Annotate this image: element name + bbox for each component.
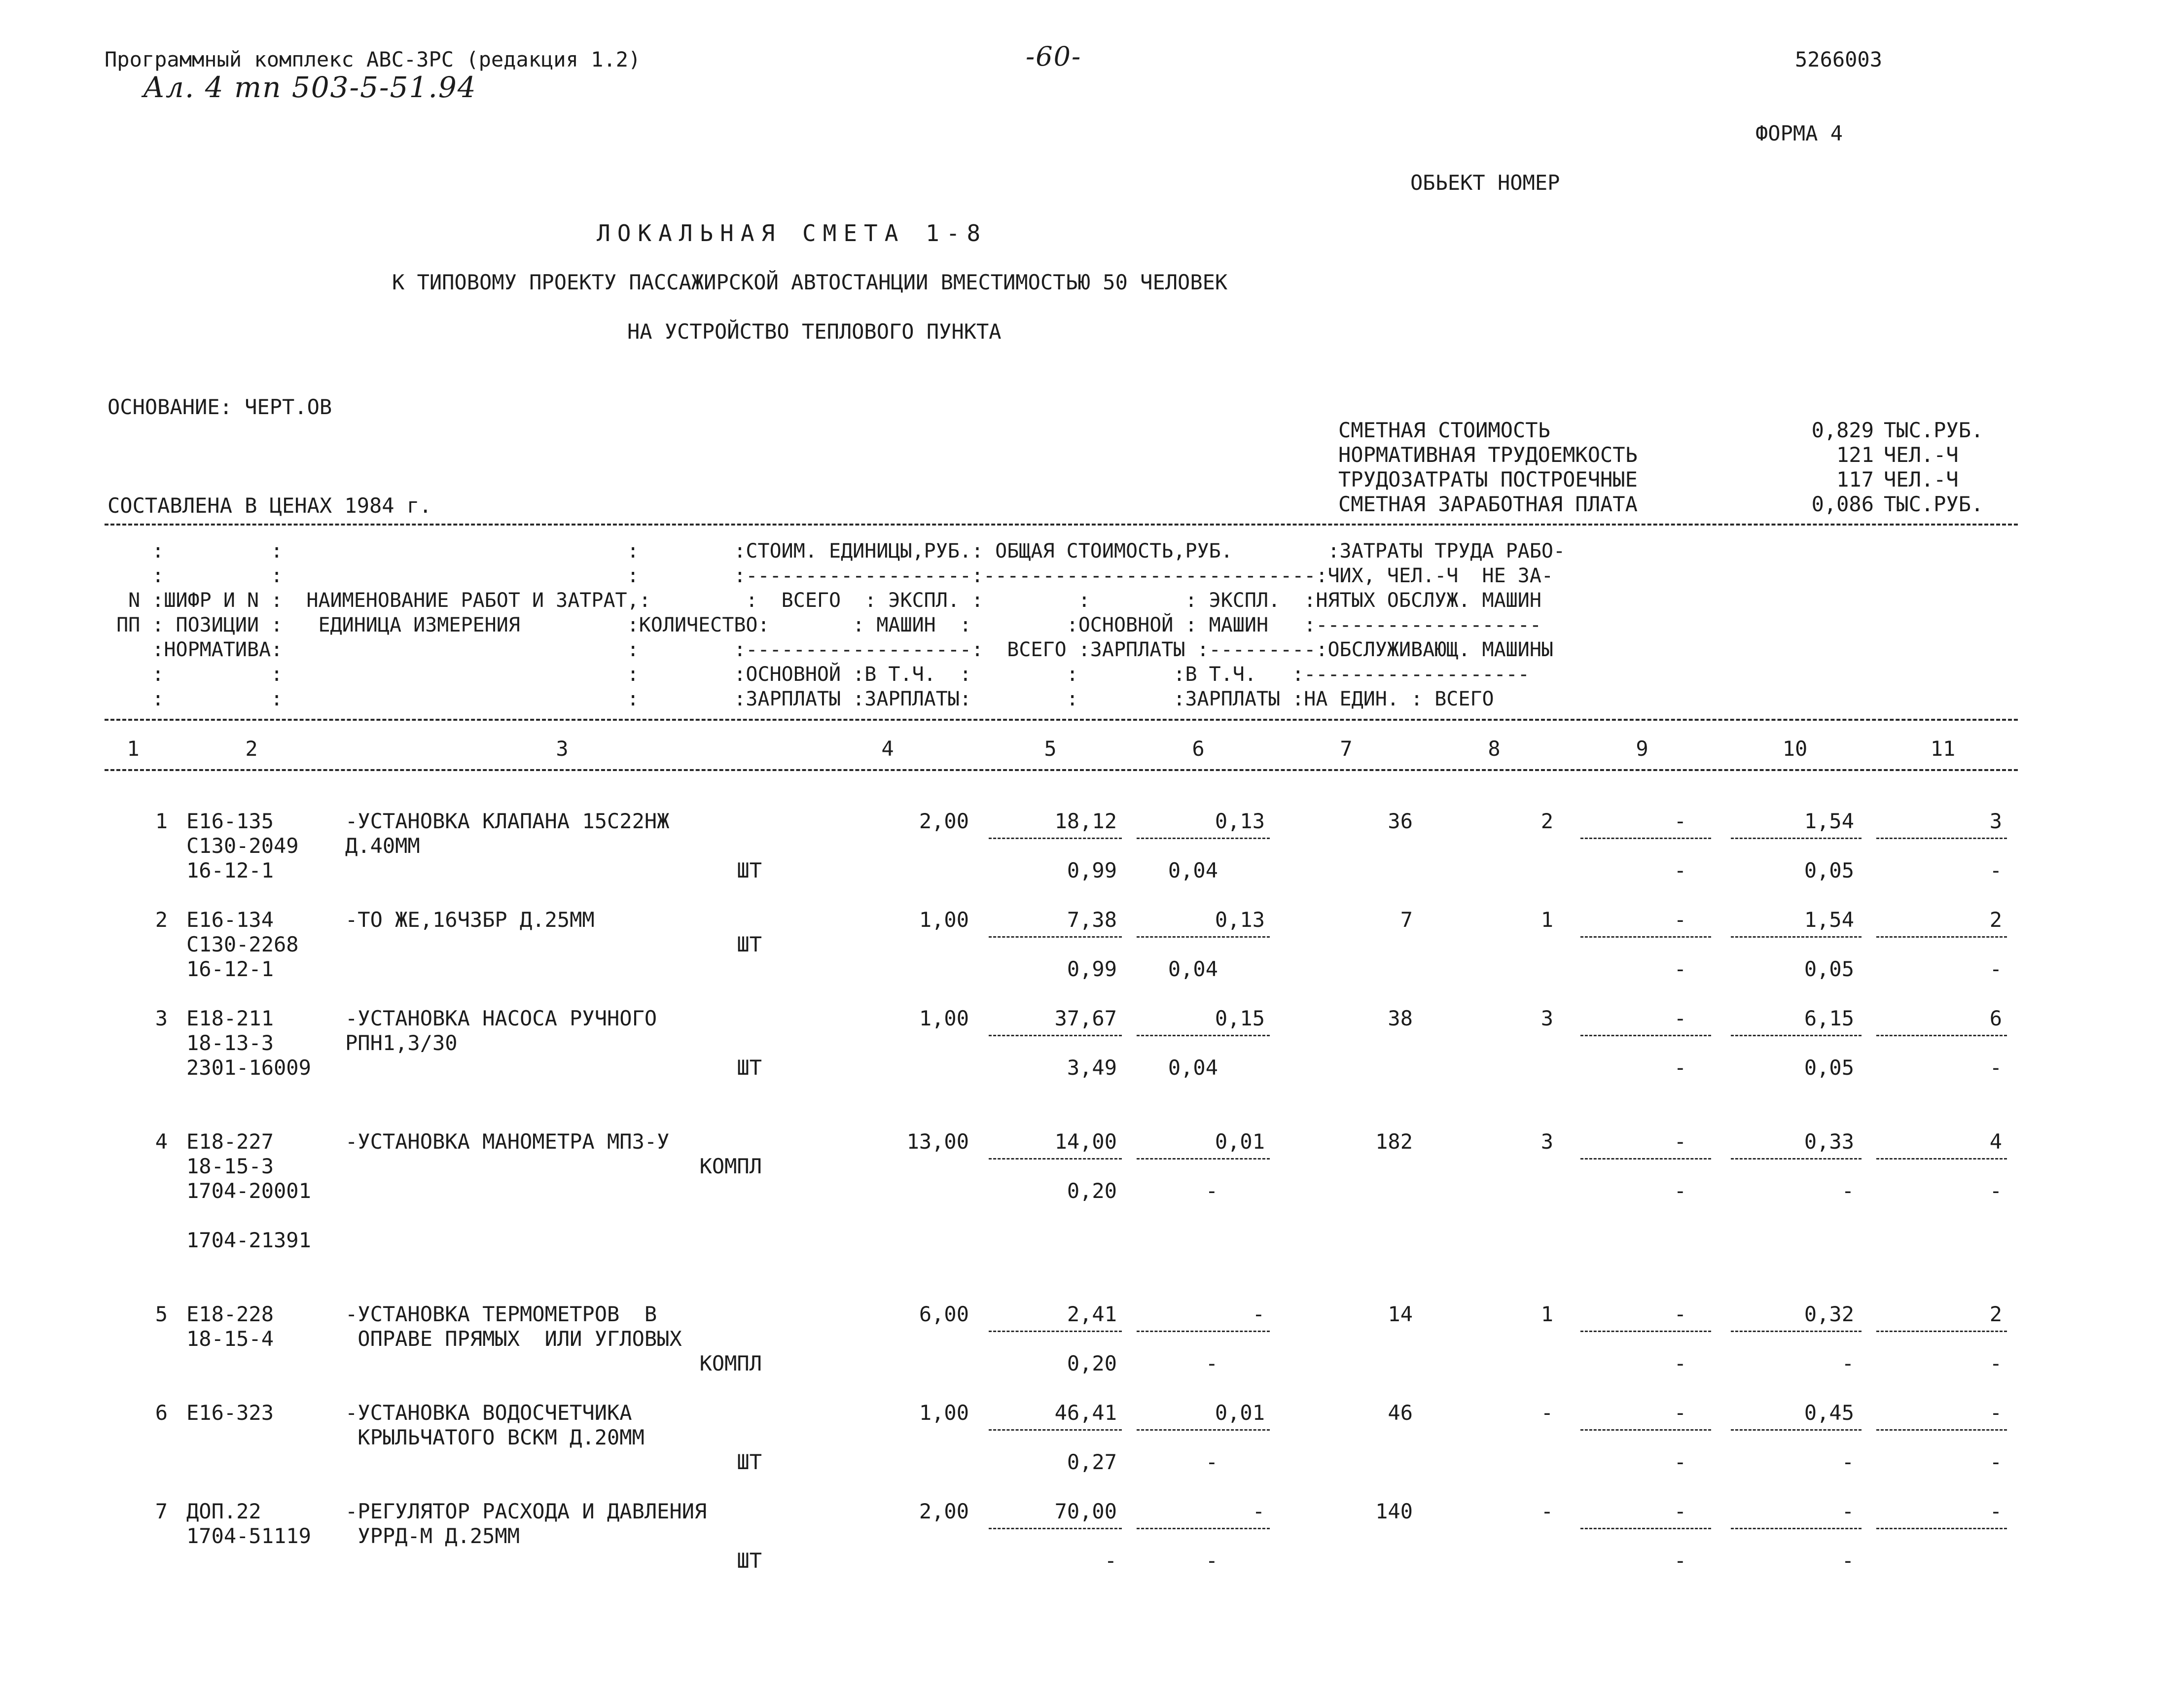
total-machine: - — [1674, 1129, 1686, 1154]
work-name: -ТО ЖЕ,16Ч3БР Д.25ММ — [345, 908, 595, 932]
column-number: 3 — [556, 737, 569, 761]
cell-separator — [1137, 936, 1270, 938]
total-machine: - — [1674, 908, 1686, 932]
cell-separator — [1137, 1429, 1270, 1431]
cell-separator — [1580, 838, 1711, 839]
page-number: -60- — [1026, 41, 1082, 72]
labor-total: - — [1989, 1401, 2002, 1425]
cell-separator — [1580, 1035, 1711, 1036]
column-number: 4 — [881, 737, 894, 761]
total-machine-wage: - — [1674, 1056, 1686, 1080]
quantity: 6,00 — [919, 1302, 969, 1326]
summary-value: 0,086 — [1811, 492, 1874, 516]
summary-label: СМЕТНАЯ ЗАРАБОТНАЯ ПЛАТА — [1338, 492, 1638, 516]
cell-separator — [1876, 1331, 2007, 1332]
unit-cost-total: 14,00 — [1054, 1129, 1117, 1154]
norm-code: 1704-21391 — [186, 1228, 311, 1252]
summary-value: 117 — [1836, 467, 1874, 492]
row-number: 1 — [155, 809, 168, 833]
norm-code: 18-13-3 — [186, 1031, 274, 1055]
unit-cost-total: 7,38 — [1067, 908, 1117, 932]
total-machine-wage: - — [1674, 1450, 1686, 1474]
object-number-label: ОБЬЕКТ НОМЕР — [1410, 171, 1560, 195]
norm-code: 1704-51119 — [186, 1524, 311, 1548]
summary-label: ТРУДОЗАТРАТЫ ПОСТРОЕЧНЫЕ — [1338, 467, 1638, 492]
column-number: 6 — [1192, 737, 1205, 761]
measure-unit: ШТ — [737, 1056, 762, 1080]
labor-service-per-unit: 0,05 — [1804, 957, 1854, 981]
unit-cost-wage: 0,20 — [1067, 1179, 1117, 1203]
unit-machine-wage: - — [1205, 1351, 1218, 1375]
table-top-rule — [105, 524, 2018, 526]
cell-separator — [1731, 1331, 1862, 1332]
unit-cost-wage: 3,49 — [1067, 1056, 1117, 1080]
work-name: Д.40ММ — [345, 834, 420, 858]
norm-code: 2301-16009 — [186, 1056, 311, 1080]
unit-machine-wage: - — [1205, 1450, 1218, 1474]
work-name: -УСТАНОВКА ТЕРМОМЕТРОВ В — [345, 1302, 657, 1326]
total-cost: 38 — [1388, 1006, 1413, 1030]
unit-cost-total: 70,00 — [1054, 1499, 1117, 1523]
summary-value: 121 — [1836, 443, 1874, 467]
row-number: 3 — [155, 1006, 168, 1030]
norm-code: ДОП.22 — [186, 1499, 261, 1523]
total-wage: 3 — [1540, 1006, 1553, 1030]
total-machine-wage: - — [1674, 1548, 1686, 1573]
summary-value: 0,829 — [1811, 418, 1874, 442]
unit-cost-wage: 0,27 — [1067, 1450, 1117, 1474]
row-number: 5 — [155, 1302, 168, 1326]
labor-per-unit: 1,54 — [1804, 908, 1854, 932]
total-wage: - — [1540, 1499, 1553, 1523]
table-header-line: : : : :ОСНОВНОЙ :В Т.Ч. : : :В Т.Ч. :------------------- — [105, 663, 1530, 686]
norm-code: Е16-323 — [186, 1401, 274, 1425]
quantity: 1,00 — [919, 1006, 969, 1030]
unit-cost-machine: 0,01 — [1215, 1129, 1265, 1154]
labor-per-unit: 0,33 — [1804, 1129, 1854, 1154]
unit-cost-machine: 0,13 — [1215, 809, 1265, 833]
work-name: УРРД-М Д.25ММ — [345, 1524, 520, 1548]
summary-unit: ЧЕЛ.-Ч — [1884, 443, 1959, 467]
measure-unit: ШТ — [737, 932, 762, 956]
labor-total: 4 — [1989, 1129, 2002, 1154]
quantity: 2,00 — [919, 1499, 969, 1523]
column-number: 9 — [1636, 737, 1648, 761]
total-wage: - — [1540, 1401, 1553, 1425]
norm-code: С130-2049 — [186, 834, 299, 858]
cell-separator — [1580, 936, 1711, 938]
prices-text: СОСТАВЛЕНА В ЦЕНАХ 1984 г. — [107, 493, 432, 518]
cell-separator — [1876, 1035, 2007, 1036]
labor-total: 2 — [1989, 908, 2002, 932]
labor-service-total: - — [1989, 1450, 2002, 1474]
unit-machine-wage: 0,04 — [1168, 1056, 1218, 1080]
norm-code: Е16-135 — [186, 809, 274, 833]
total-machine: - — [1674, 1302, 1686, 1326]
measure-unit: ШТ — [737, 1548, 762, 1573]
total-cost: 7 — [1400, 908, 1413, 932]
basis-text: ОСНОВАНИЕ: ЧЕРТ.ОВ — [107, 395, 332, 419]
labor-service-per-unit: - — [1841, 1450, 1854, 1474]
labor-service-total: - — [1989, 1179, 2002, 1203]
work-name: -УСТАНОВКА КЛАПАНА 15С22НЖ — [345, 809, 670, 833]
row-number: 6 — [155, 1401, 168, 1425]
norm-code: 18-15-3 — [186, 1154, 274, 1178]
labor-service-per-unit: - — [1841, 1351, 1854, 1375]
norm-code: 16-12-1 — [186, 957, 274, 981]
labor-service-total: - — [1989, 957, 2002, 981]
header-rule — [105, 719, 2018, 721]
cell-separator — [1731, 1035, 1862, 1036]
labor-service-per-unit: - — [1841, 1179, 1854, 1203]
estimate-title: ЛОКАЛЬНАЯ СМЕТА 1-8 — [597, 220, 988, 246]
norm-code: 18-15-4 — [186, 1327, 274, 1351]
total-machine-wage: - — [1674, 858, 1686, 882]
unit-machine-wage: 0,04 — [1168, 957, 1218, 981]
cell-separator — [1137, 1331, 1270, 1332]
cell-separator — [1731, 1429, 1862, 1431]
total-cost: 140 — [1375, 1499, 1413, 1523]
project-title: К ТИПОВОМУ ПРОЕКТУ ПАССАЖИРСКОЙ АВТОСТАНЦИИ ВМЕСТИМОСТЬЮ 50 ЧЕЛОВЕК — [392, 270, 1228, 294]
work-name: -УСТАНОВКА ВОДОСЧЕТЧИКА — [345, 1401, 632, 1425]
labor-per-unit: - — [1841, 1499, 1854, 1523]
norm-code: 1704-20001 — [186, 1179, 311, 1203]
measure-unit: КОМПЛ — [699, 1351, 762, 1375]
row-number: 4 — [155, 1129, 168, 1154]
body-rule — [105, 769, 2018, 771]
unit-cost-wage: - — [1104, 1548, 1117, 1573]
norm-code: С130-2268 — [186, 932, 299, 956]
total-machine: - — [1674, 1401, 1686, 1425]
labor-service-total: - — [1989, 858, 2002, 882]
cell-separator — [1876, 838, 2007, 839]
labor-total: 3 — [1989, 809, 2002, 833]
cell-separator — [1580, 1528, 1711, 1529]
total-machine-wage: - — [1674, 1351, 1686, 1375]
cell-separator — [1876, 1429, 2007, 1431]
column-number: 7 — [1340, 737, 1353, 761]
total-machine: - — [1674, 809, 1686, 833]
unit-cost-machine: 0,15 — [1215, 1006, 1265, 1030]
unit-cost-machine: - — [1252, 1302, 1265, 1326]
table-header-line: : : : :СТОИМ. ЕДИНИЦЫ,РУБ.: ОБЩАЯ СТОИМОСТЬ,РУБ. :ЗАТРАТЫ ТРУДА РАБО- — [105, 540, 1566, 563]
labor-total: - — [1989, 1499, 2002, 1523]
document-code: 5266003 — [1795, 47, 1883, 71]
labor-total: 6 — [1989, 1006, 2002, 1030]
quantity: 13,00 — [906, 1129, 969, 1154]
unit-cost-machine: 0,13 — [1215, 908, 1265, 932]
measure-unit: ШТ — [737, 858, 762, 882]
unit-cost-total: 46,41 — [1054, 1401, 1117, 1425]
work-name: РПН1,3/30 — [345, 1031, 458, 1055]
column-number: 11 — [1930, 737, 1956, 761]
cell-separator — [1580, 1429, 1711, 1431]
program-name: Программный комплекс АВС-ЗРС (редакция 1.2) — [105, 47, 641, 71]
cell-separator — [1876, 936, 2007, 938]
cell-separator — [1731, 1528, 1862, 1529]
total-machine: - — [1674, 1499, 1686, 1523]
cell-separator — [989, 838, 1122, 839]
unit-cost-wage: 0,99 — [1067, 858, 1117, 882]
cell-separator — [1137, 1528, 1270, 1529]
unit-cost-total: 37,67 — [1054, 1006, 1117, 1030]
labor-service-total: - — [1989, 1351, 2002, 1375]
work-name: -РЕГУЛЯТОР РАСХОДА И ДАВЛЕНИЯ — [345, 1499, 707, 1523]
column-number: 2 — [245, 737, 258, 761]
total-machine-wage: - — [1674, 1179, 1686, 1203]
cell-separator — [989, 1035, 1122, 1036]
labor-service-per-unit: - — [1841, 1548, 1854, 1573]
form-label: ФОРМА 4 — [1755, 121, 1843, 145]
cell-separator — [989, 1331, 1122, 1332]
quantity: 2,00 — [919, 809, 969, 833]
cell-separator — [1137, 1158, 1270, 1160]
unit-cost-wage: 0,99 — [1067, 957, 1117, 981]
cell-separator — [989, 936, 1122, 938]
labor-service-per-unit: 0,05 — [1804, 858, 1854, 882]
column-number: 1 — [127, 737, 140, 761]
cell-separator — [989, 1429, 1122, 1431]
labor-per-unit: 0,32 — [1804, 1302, 1854, 1326]
cell-separator — [1731, 936, 1862, 938]
unit-cost-wage: 0,20 — [1067, 1351, 1117, 1375]
labor-per-unit: 6,15 — [1804, 1006, 1854, 1030]
total-cost: 182 — [1375, 1129, 1413, 1154]
column-number: 10 — [1782, 737, 1808, 761]
table-header-line: N :ШИФР И N : НАИМЕНОВАНИЕ РАБОТ И ЗАТРАТ,: : ВСЕГО : ЭКСПЛ. : : : ЭКСПЛ. :НЯТЫХ ОБСЛУЖ. МАШИН — [105, 589, 1541, 612]
labor-total: 2 — [1989, 1302, 2002, 1326]
cell-separator — [1580, 1331, 1711, 1332]
summary-unit: ТЫС.РУБ. — [1884, 418, 1984, 442]
total-wage: 1 — [1540, 908, 1553, 932]
column-number: 8 — [1488, 737, 1501, 761]
work-title: НА УСТРОЙСТВО ТЕПЛОВОГО ПУНКТА — [627, 319, 1002, 344]
cell-separator — [1137, 838, 1270, 839]
norm-code: Е18-227 — [186, 1129, 274, 1154]
cell-separator — [1580, 1158, 1711, 1160]
norm-code: Е18-228 — [186, 1302, 274, 1326]
table-header-line: : : : :ЗАРПЛАТЫ :ЗАРПЛАТЫ: : :ЗАРПЛАТЫ :НА ЕДИН. : ВСЕГО — [105, 688, 1494, 710]
work-name: ОПРАВЕ ПРЯМЫХ ИЛИ УГЛОВЫХ — [345, 1327, 682, 1351]
table-header-line: ПП : ПОЗИЦИИ : ЕДИНИЦА ИЗМЕРЕНИЯ :КОЛИЧЕСТВО: : МАШИН : :ОСНОВНОЙ : МАШИН :------------------- — [105, 614, 1541, 636]
unit-cost-machine: - — [1252, 1499, 1265, 1523]
cell-separator — [1731, 1158, 1862, 1160]
total-machine: - — [1674, 1006, 1686, 1030]
unit-cost-machine: 0,01 — [1215, 1401, 1265, 1425]
summary-unit: ТЫС.РУБ. — [1884, 492, 1984, 516]
measure-unit: КОМПЛ — [699, 1154, 762, 1178]
total-cost: 46 — [1388, 1401, 1413, 1425]
total-cost: 14 — [1388, 1302, 1413, 1326]
norm-code: 16-12-1 — [186, 858, 274, 882]
total-wage: 1 — [1540, 1302, 1553, 1326]
cell-separator — [1731, 838, 1862, 839]
cell-separator — [989, 1158, 1122, 1160]
quantity: 1,00 — [919, 1401, 969, 1425]
unit-machine-wage: - — [1205, 1179, 1218, 1203]
work-name: КРЫЛЬЧАТОГО ВСКМ Д.20ММ — [345, 1425, 644, 1449]
total-wage: 2 — [1540, 809, 1553, 833]
labor-per-unit: 0,45 — [1804, 1401, 1854, 1425]
summary-unit: ЧЕЛ.-Ч — [1884, 467, 1959, 492]
table-header-line: : : : :-------------------:----------------------------:ЧИХ, ЧЕЛ.-Ч НЕ ЗА- — [105, 564, 1554, 587]
table-header-line: :НОРМАТИВА: : :-------------------: ВСЕГО :ЗАРПЛАТЫ :---------:ОБСЛУЖИВАЮЩ. МАШИНЫ — [105, 638, 1554, 661]
unit-cost-total: 2,41 — [1067, 1302, 1117, 1326]
summary-label: НОРМАТИВНАЯ ТРУДОЕМКОСТЬ — [1338, 443, 1638, 467]
total-wage: 3 — [1540, 1129, 1553, 1154]
column-number: 5 — [1044, 737, 1057, 761]
unit-cost-total: 18,12 — [1054, 809, 1117, 833]
summary-label: СМЕТНАЯ СТОИМОСТЬ — [1338, 418, 1550, 442]
measure-unit: ШТ — [737, 1450, 762, 1474]
cell-separator — [1876, 1528, 2007, 1529]
labor-service-per-unit: 0,05 — [1804, 1056, 1854, 1080]
norm-code: Е16-134 — [186, 908, 274, 932]
total-cost: 36 — [1388, 809, 1413, 833]
cell-separator — [1137, 1035, 1270, 1036]
labor-service-total: - — [1989, 1056, 2002, 1080]
unit-machine-wage: - — [1205, 1548, 1218, 1573]
labor-per-unit: 1,54 — [1804, 809, 1854, 833]
work-name: -УСТАНОВКА НАСОСА РУЧНОГО — [345, 1006, 657, 1030]
quantity: 1,00 — [919, 908, 969, 932]
total-machine-wage: - — [1674, 957, 1686, 981]
handwritten-reference: Ал. 4 тп 503-5-51.94 — [143, 70, 477, 104]
norm-code: Е18-211 — [186, 1006, 274, 1030]
row-number: 7 — [155, 1499, 168, 1523]
row-number: 2 — [155, 908, 168, 932]
unit-machine-wage: 0,04 — [1168, 858, 1218, 882]
cell-separator — [989, 1528, 1122, 1529]
work-name: -УСТАНОВКА МАНОМЕТРА МПЗ-У — [345, 1129, 670, 1154]
cell-separator — [1876, 1158, 2007, 1160]
